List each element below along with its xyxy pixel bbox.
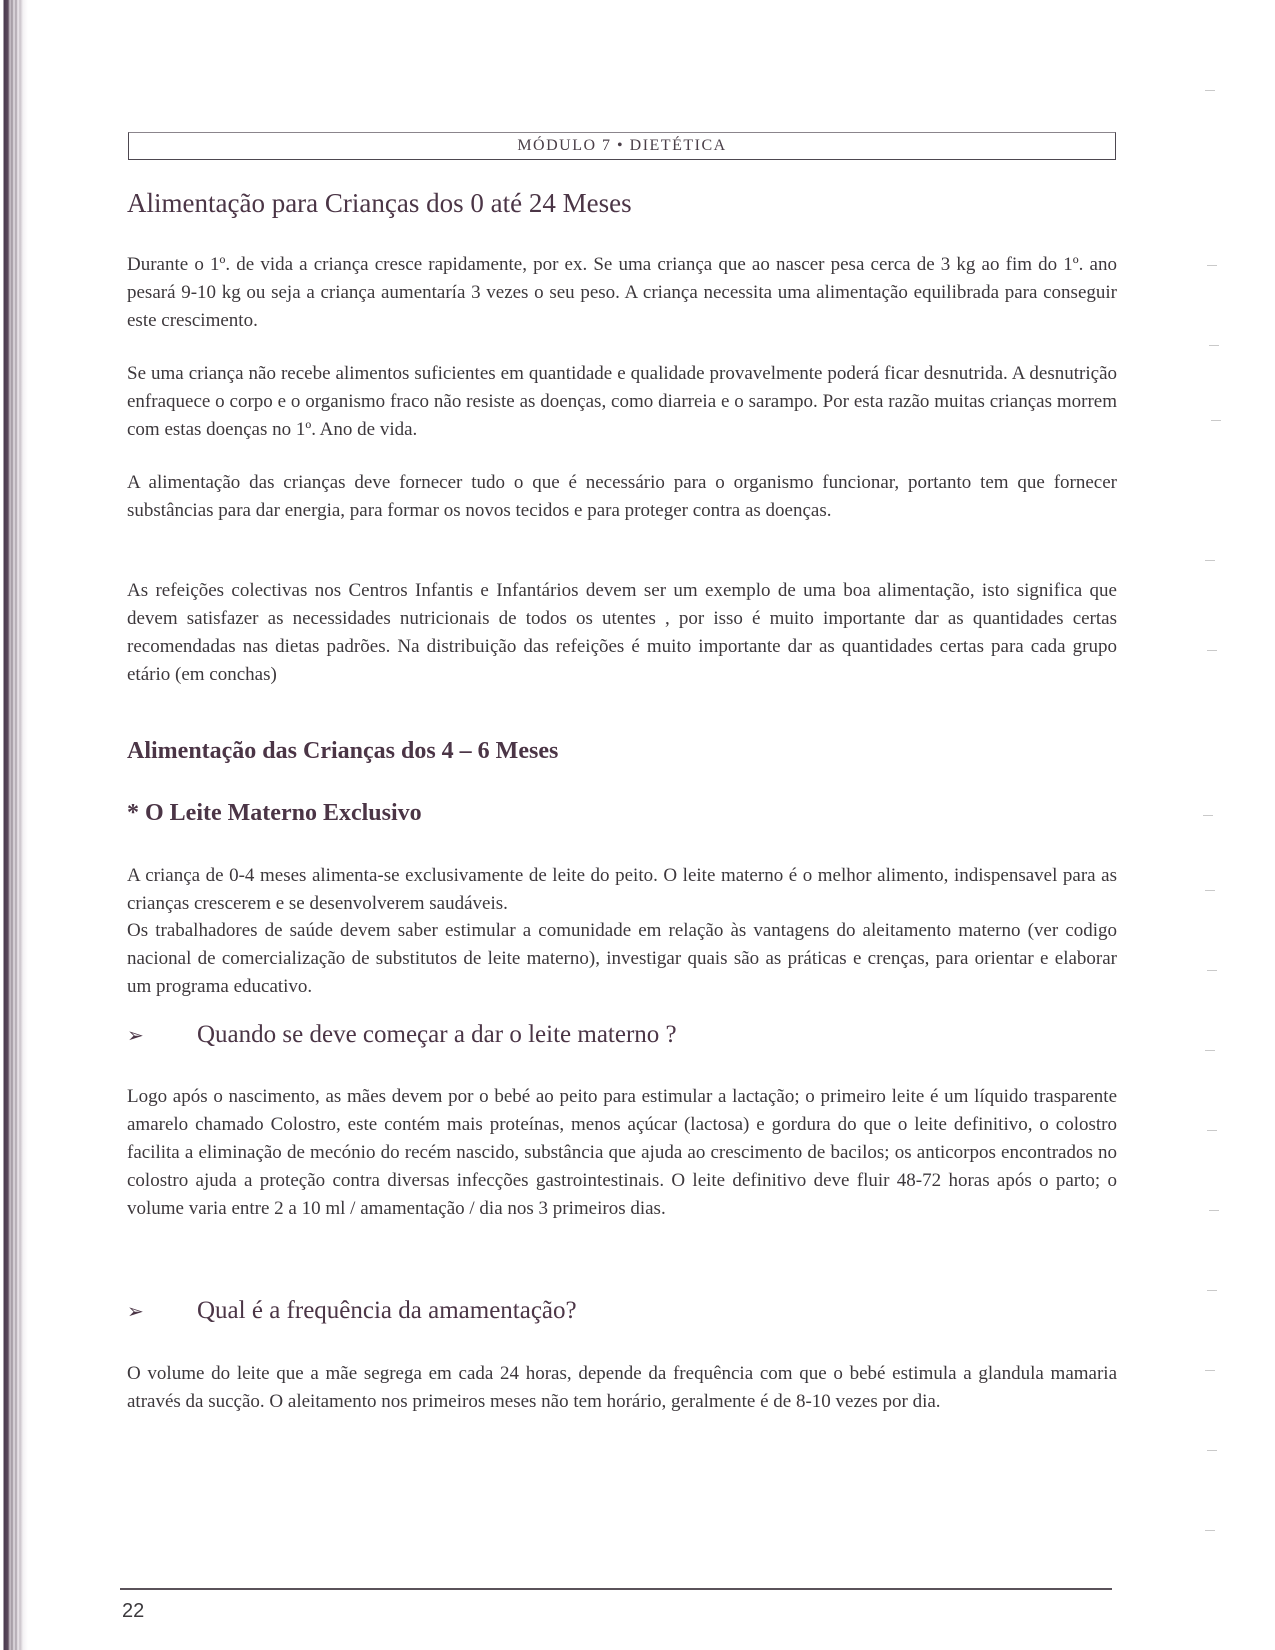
intro-paragraph-2: Se uma criança não recebe alimentos suficientes em quantidade e qualidade provavelmente poderá ficar desnutrida. A desnutrição enfraquece o corpo e o organismo fraco não resiste as doenças, como diarreia e o sarampo. Por esta razão muitas crianças morrem com estas doenças no 1º. Ano de vida. bbox=[127, 363, 1117, 440]
intro-paragraph-1: Durante o 1º. de vida a criança cresce rapidamente, por ex. Se uma criança que ao nascer pesa cerca de 3 kg ao fim do 1º. ano pesará 9-10 kg ou seja a criança aumentaría 3 vezes o seu peso. A criança necessita uma alimentação equilibrada para conseguir este crescimento. bbox=[127, 254, 1117, 331]
main-title: Alimentação para Crianças dos 0 até 24 Meses bbox=[127, 188, 632, 218]
question-2-title: Qual é a frequência da amamentação? bbox=[197, 1297, 577, 1324]
question-1-heading bbox=[127, 1021, 677, 1049]
question-2-heading bbox=[127, 1297, 577, 1325]
footer-divider bbox=[120, 1588, 1112, 1590]
book-binding-edge bbox=[0, 0, 30, 1650]
scan-edge-marks bbox=[1185, 0, 1225, 1650]
intro-paragraph-4: As refeições colectivas nos Centros Infantis e Infantários devem ser um exemplo de uma boa alimentação, isto significa que devem satisfazer as necessidades nutricionais de todos os utentes , por isso é muito importante dar as quantidades certas recomendadas nas dietas padrões. Na distribuição das refeições é muito importante dar as quantidades certas para cada grupo etário (em conchas) bbox=[127, 580, 1117, 685]
question-1-answer: Logo após o nascimento, as mães devem por o bebé ao peito para estimular a lactação; o primeiro leite é um líquido trasparente amarelo chamado Colostro, este contém mais proteínas, menos açúcar (lactosa) e gordura do que o leite definitivo, o colostro facilita a eliminação de mecónio do recém nascido, substância que ajuda ao crescimento de bacilos; os anticorpos encontrados no colostro ajuda a proteção contra diversas infecções gastrointestinais. O leite definitivo deve fluir 48-72 horas após o parto; o volume varia entre 2 a 10 ml / amamentação / dia nos 3 primeiros dias. bbox=[127, 1086, 1117, 1219]
section-title-4-6-months: Alimentação das Crianças dos 4 – 6 Meses bbox=[127, 738, 559, 764]
question-2-answer: O volume do leite que a mãe segrega em cada 24 horas, depende da frequência com que o bebé estimula a glandula mamaria através da sucção. O aleitamento nos primeiros meses não tem horário, geralmente é de 8-10 vezes por dia. bbox=[127, 1363, 1117, 1412]
arrow-bullet-icon: ➢ bbox=[127, 1300, 144, 1323]
module-header-title: MÓDULO 7 • DIETÉTICA bbox=[517, 137, 727, 154]
exclusive-paragraph-1: A criança de 0-4 meses alimenta-se exclusivamente de leite do peito. O leite materno é o melhor alimento, indispensavel para as crianças crescerem e se desenvolverem saudáveis. bbox=[127, 865, 1117, 914]
exclusive-paragraph-2: Os trabalhadores de saúde devem saber estimular a comunidade em relação às vantagens do aleitamento materno (ver codigo nacional de comercialização de substitutos de leite materno), investigar quais são as práticas e crenças, para orientar e elaborar um programa educativo. bbox=[127, 920, 1117, 997]
arrow-bullet-icon: ➢ bbox=[127, 1024, 144, 1047]
intro-paragraph-3: A alimentação das crianças deve fornecer tudo o que é necessário para o organismo funcionar, portanto tem que fornecer substâncias para dar energia, para formar os novos tecidos e para proteger contra as doenças. bbox=[127, 472, 1117, 521]
page-number: 22 bbox=[122, 1600, 145, 1622]
question-1-title: Quando se deve começar a dar o leite materno ? bbox=[197, 1021, 677, 1048]
module-header-box bbox=[128, 132, 1116, 160]
subsection-title-exclusive-breastfeeding: * O Leite Materno Exclusivo bbox=[127, 800, 422, 826]
